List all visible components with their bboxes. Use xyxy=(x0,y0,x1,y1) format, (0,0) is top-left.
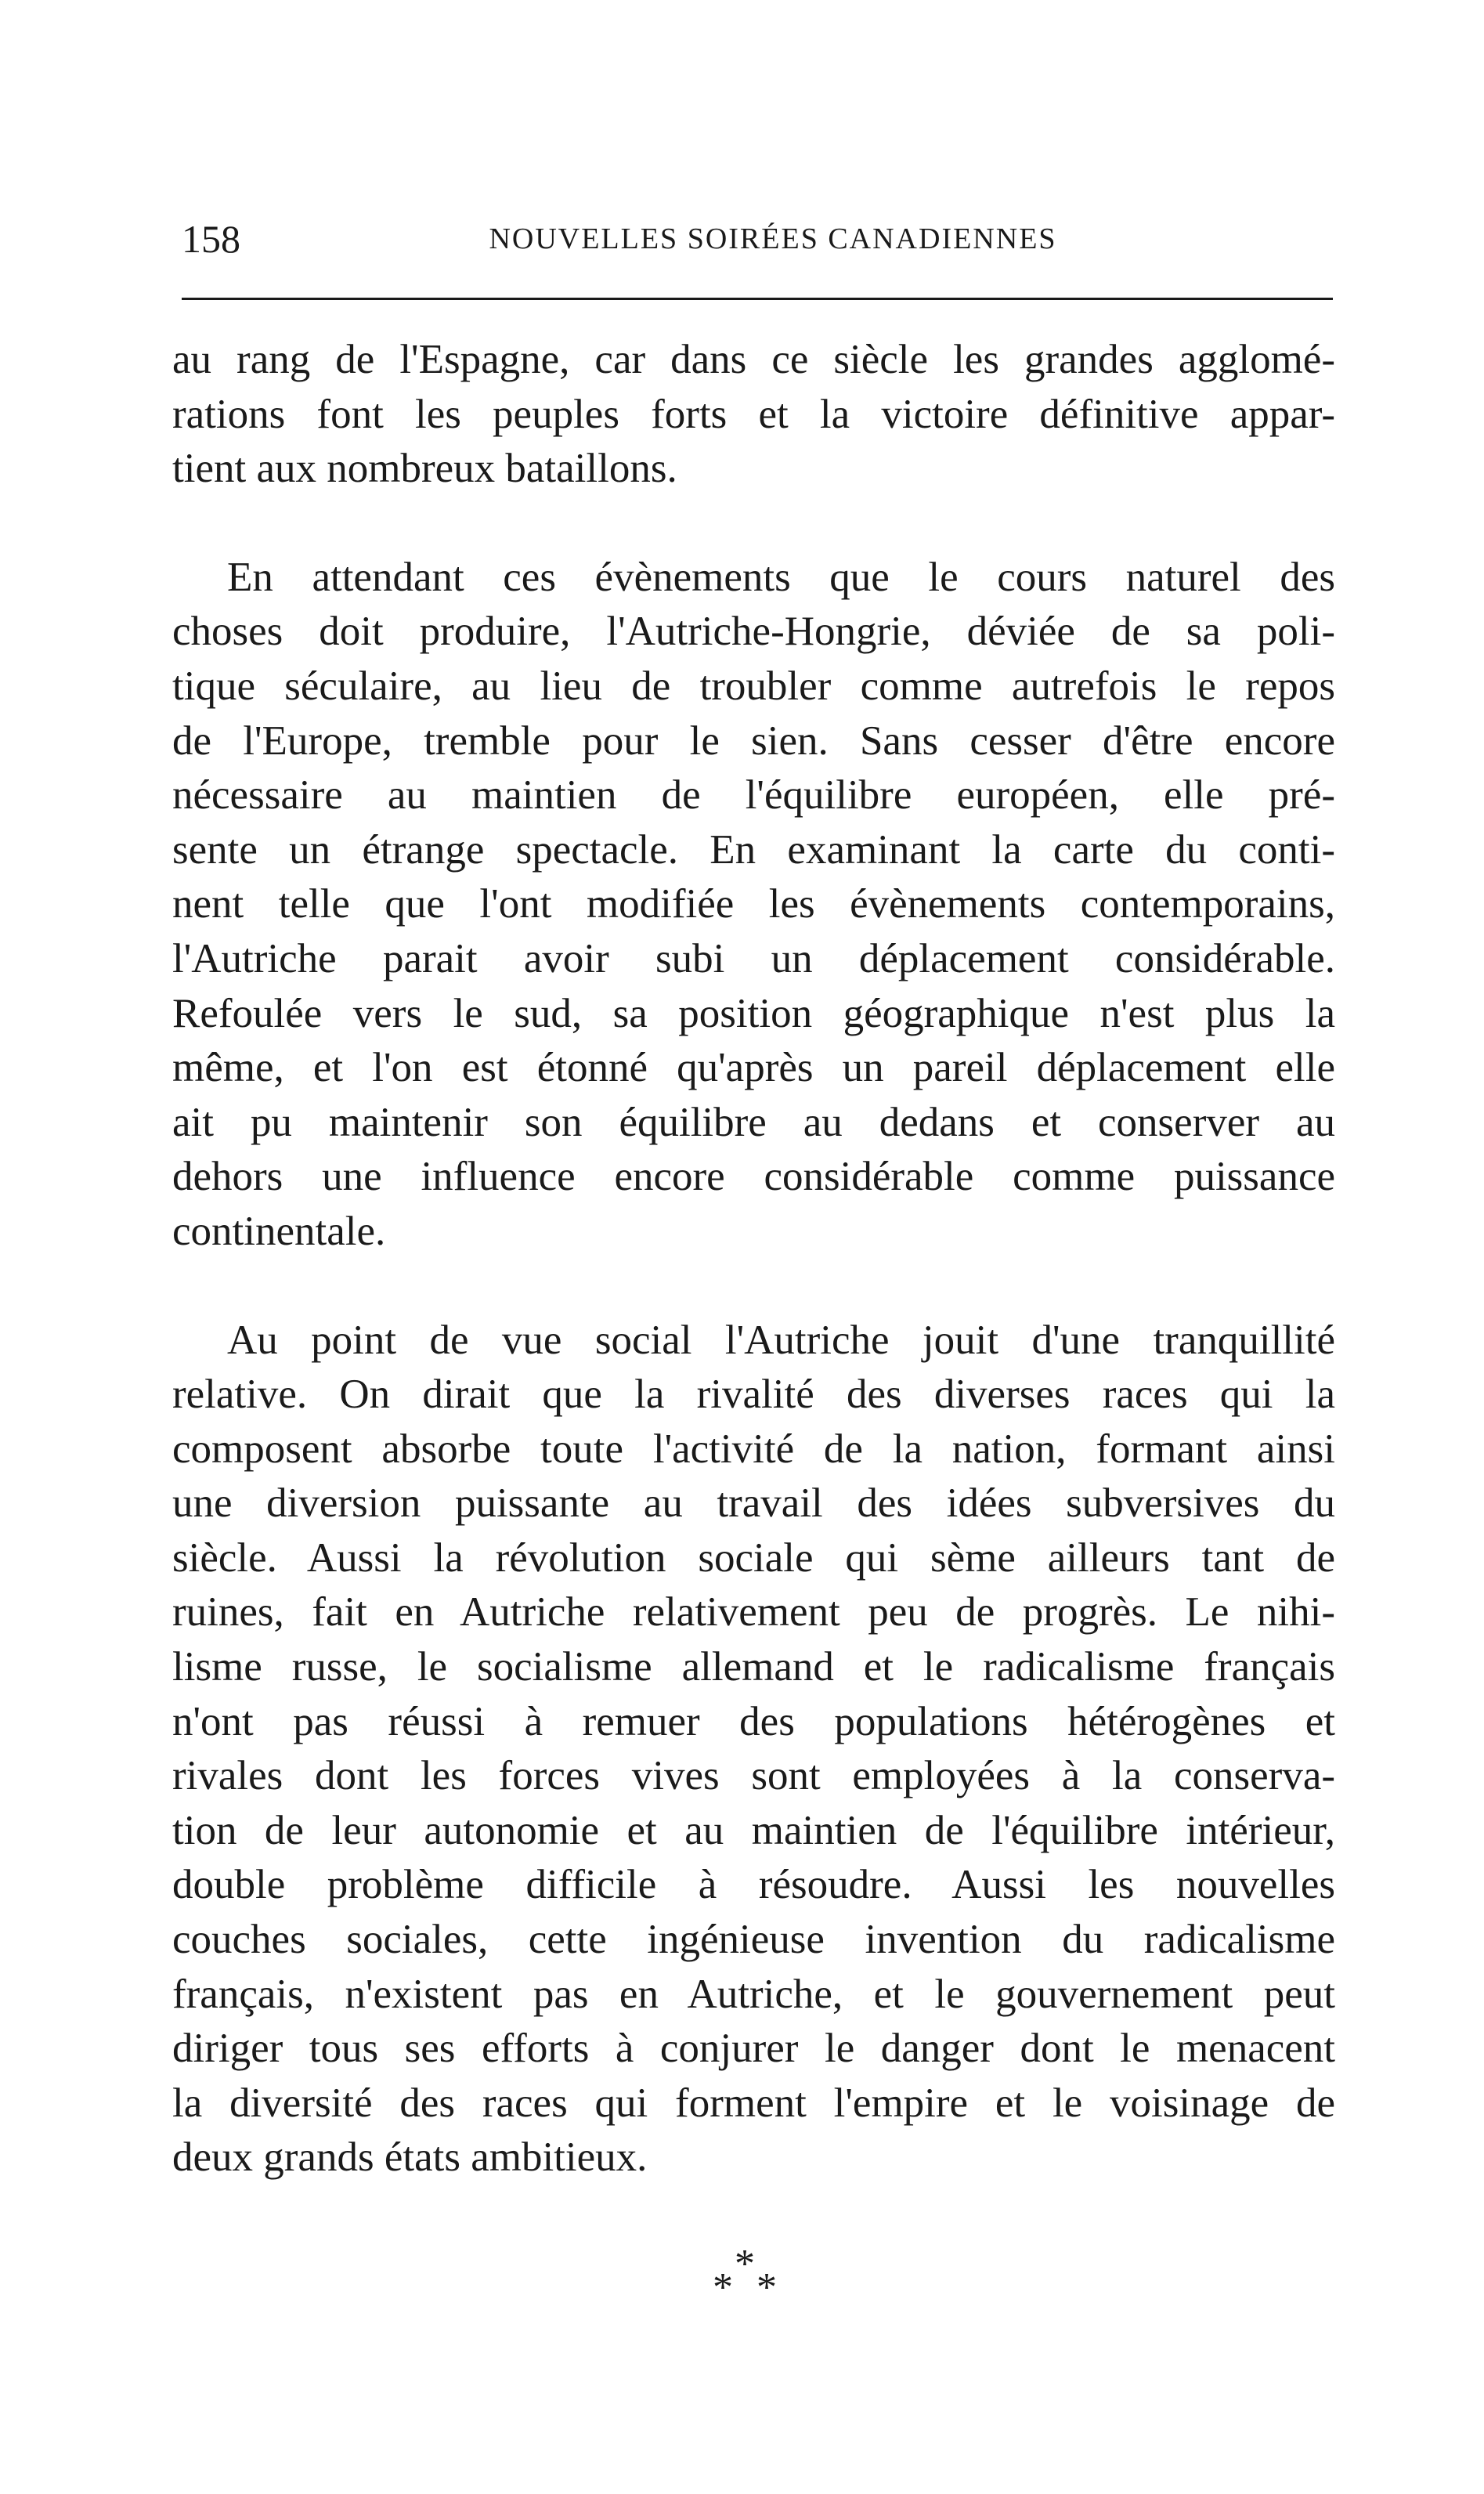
text-line: tion de leur autonomie et au maintien de l'équilibre intérieur, xyxy=(172,1807,1335,1853)
running-title: NOUVELLES SOIRÉES CANADIENNES xyxy=(489,222,1057,255)
paragraph-gap xyxy=(172,497,1335,551)
text-line: rations font les peuples forts et la victoire définitive appar- xyxy=(172,391,1335,437)
text-line: l'Autriche parait avoir subi un déplacement considérable. xyxy=(172,935,1335,981)
text-line: ait pu maintenir son équilibre au dedans et conserver au xyxy=(172,1099,1335,1145)
text-line: diriger tous ses efforts à conjurer le danger dont le menacent xyxy=(172,2026,1335,2072)
text-line: Au point de vue social l'Autriche jouit d'une tranquillité xyxy=(227,1317,1335,1363)
text-line: une diversion puissante au travail des idées subversives du xyxy=(172,1480,1335,1527)
text-line: tique séculaire, au lieu de troubler comme autrefois le repos xyxy=(172,663,1335,709)
text-line: tient aux nombreux bataillons. xyxy=(172,446,677,492)
text-line: ruines, fait en Autriche relativement peu de progrès. Le nihi- xyxy=(172,1589,1335,1636)
text-line: deux grands états ambitieux. xyxy=(172,2134,648,2181)
text-line: nécessaire au maintien de l'équilibre européen, elle pré- xyxy=(172,772,1335,819)
text-line: En attendant ces évènements que le cours naturel des xyxy=(227,554,1335,600)
text-line: double problème difficile à résoudre. Aussi les nouvelles xyxy=(172,1862,1335,1908)
text-line: sente un étrange spectacle. En examinant la carte du conti- xyxy=(172,826,1335,873)
page-number: 158 xyxy=(182,217,240,261)
text-line: siècle. Aussi la révolution sociale qui sème ailleurs tant de xyxy=(172,1534,1335,1581)
text-line: rivales dont les forces vives sont employées à la conserva- xyxy=(172,1753,1335,1799)
text-line: couches sociales, cette ingénieuse invention du radicalisme xyxy=(172,1917,1335,1963)
section-break-asterism: * * * xyxy=(713,2242,777,2310)
text-line: lisme russe, le socialisme allemand et le radicalisme français xyxy=(172,1644,1335,1690)
page-header xyxy=(182,211,1333,266)
text-line: n'ont pas réussi à remuer des populations hétérogènes et xyxy=(172,1698,1335,1744)
header-rule xyxy=(182,298,1333,300)
paragraph-1 xyxy=(172,333,1335,497)
body-text xyxy=(172,333,1335,2185)
text-line: de l'Europe, tremble pour le sien. Sans cesser d'être encore xyxy=(172,717,1335,764)
text-line: choses doit produire, l'Autriche-Hongrie, déviée de sa poli- xyxy=(172,609,1335,655)
text-line: dehors une influence encore considérable comme puissance xyxy=(172,1154,1335,1200)
text-line: relative. On dirait que la rivalité des diverses races qui la xyxy=(172,1372,1335,1418)
text-line: continentale. xyxy=(172,1208,386,1254)
paragraph-2 xyxy=(172,551,1335,1260)
paragraph-gap xyxy=(172,1260,1335,1314)
text-line: au rang de l'Espagne, car dans ce siècle les grandes agglomé- xyxy=(172,337,1335,382)
text-line: Refoulée vers le sud, sa position géographique n'est plus la xyxy=(172,990,1335,1036)
text-line: même, et l'on est étonné qu'après un pareil déplacement elle xyxy=(172,1045,1335,1091)
text-line: la diversité des races qui forment l'empire et le voisinage de xyxy=(172,2080,1335,2126)
text-line: composent absorbe toute l'activité de la nation, formant ainsi xyxy=(172,1426,1335,1472)
paragraph-3 xyxy=(172,1314,1335,2186)
text-line: français, n'existent pas en Autriche, et le gouvernement peut xyxy=(172,1971,1335,2017)
text-line: nent telle que l'ont modifiée les évènements contemporains, xyxy=(172,881,1335,927)
